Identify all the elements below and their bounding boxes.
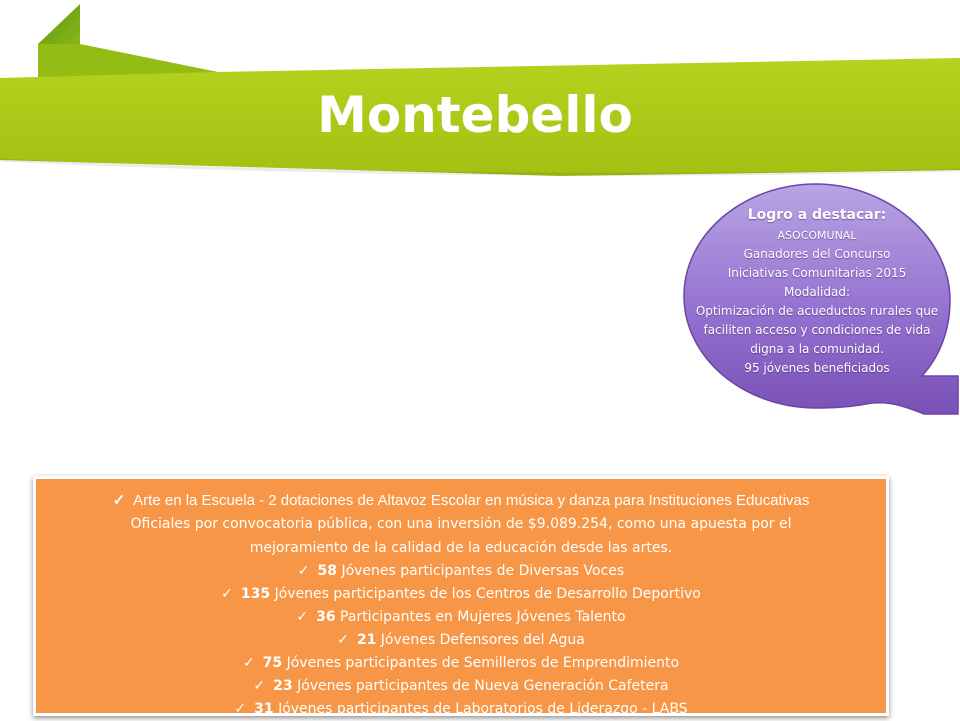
item-text: Jóvenes participantes de Diversas Voces (341, 563, 625, 579)
checkmark-icon: ✓ (337, 632, 349, 648)
callout-line: digna a la comunidad. (750, 342, 884, 356)
item-count: 36 (316, 609, 336, 625)
list-item (48, 652, 874, 675)
callout-line: faciliten acceso y condiciones de vida (703, 323, 931, 337)
list-item (48, 606, 874, 629)
achievements-list (48, 489, 874, 721)
achievements-panel (33, 476, 889, 716)
list-item (48, 675, 874, 698)
callout-content (684, 204, 950, 378)
list-item (48, 489, 874, 560)
item-text: Arte en la Escuela - 2 dotaciones de Altavoz Escolar en música y danza para Instituciones Educativas (133, 492, 810, 509)
item-text: Oficiales por convocatoria pública, con una inversión de $9.089.254, como una apuesta por el (130, 516, 792, 532)
checkmark-icon: ✓ (242, 655, 255, 671)
item-text: mejoramiento de la calidad de la educación desde las artes. (249, 540, 673, 556)
item-count: 21 (356, 632, 377, 648)
checkmark-icon: ✓ (297, 563, 310, 579)
checkmark-icon: ✓ (253, 678, 266, 694)
checkmark-icon: ✓ (234, 701, 247, 717)
item-count: 31 (254, 701, 274, 717)
list-item (48, 629, 874, 652)
item-count: 135 (240, 586, 271, 602)
callout-heading: Logro a destacar: (747, 207, 887, 223)
callout-line: 95 jóvenes beneficiados (744, 361, 890, 375)
item-count: 58 (317, 563, 337, 579)
item-text: Participantes en Mujeres Jóvenes Talento (340, 609, 626, 625)
page-title: Montebello (317, 86, 633, 144)
callout-line: Modalidad: (784, 285, 850, 299)
item-text: Jóvenes Defensores del Agua (380, 632, 585, 648)
checkmark-icon: ✓ (112, 492, 126, 509)
banner-fold (38, 4, 80, 44)
list-item (48, 560, 874, 583)
list-item (48, 583, 874, 606)
item-text: Jóvenes participantes de Nueva Generación Cafetera (297, 678, 669, 694)
checkmark-icon: ✓ (221, 586, 233, 602)
item-count: 23 (273, 678, 293, 694)
item-text: Jóvenes participantes de los Centros de Desarrollo Deportivo (274, 586, 701, 602)
item-count: 75 (262, 655, 283, 671)
list-item (48, 698, 874, 721)
callout-line: Iniciativas Comunitarias 2015 (727, 266, 907, 280)
item-text: Jóvenes participantes de Laboratorios de Liderazgo - LABS (278, 701, 688, 717)
callout-org: ASOCOMUNAL (777, 229, 857, 242)
item-text: Jóvenes participantes de Semilleros de Emprendimiento (286, 655, 680, 671)
checkmark-icon: ✓ (296, 609, 309, 625)
callout-line: Optimización de acueductos rurales que (695, 304, 939, 318)
callout-line: Ganadores del Concurso (743, 247, 891, 261)
